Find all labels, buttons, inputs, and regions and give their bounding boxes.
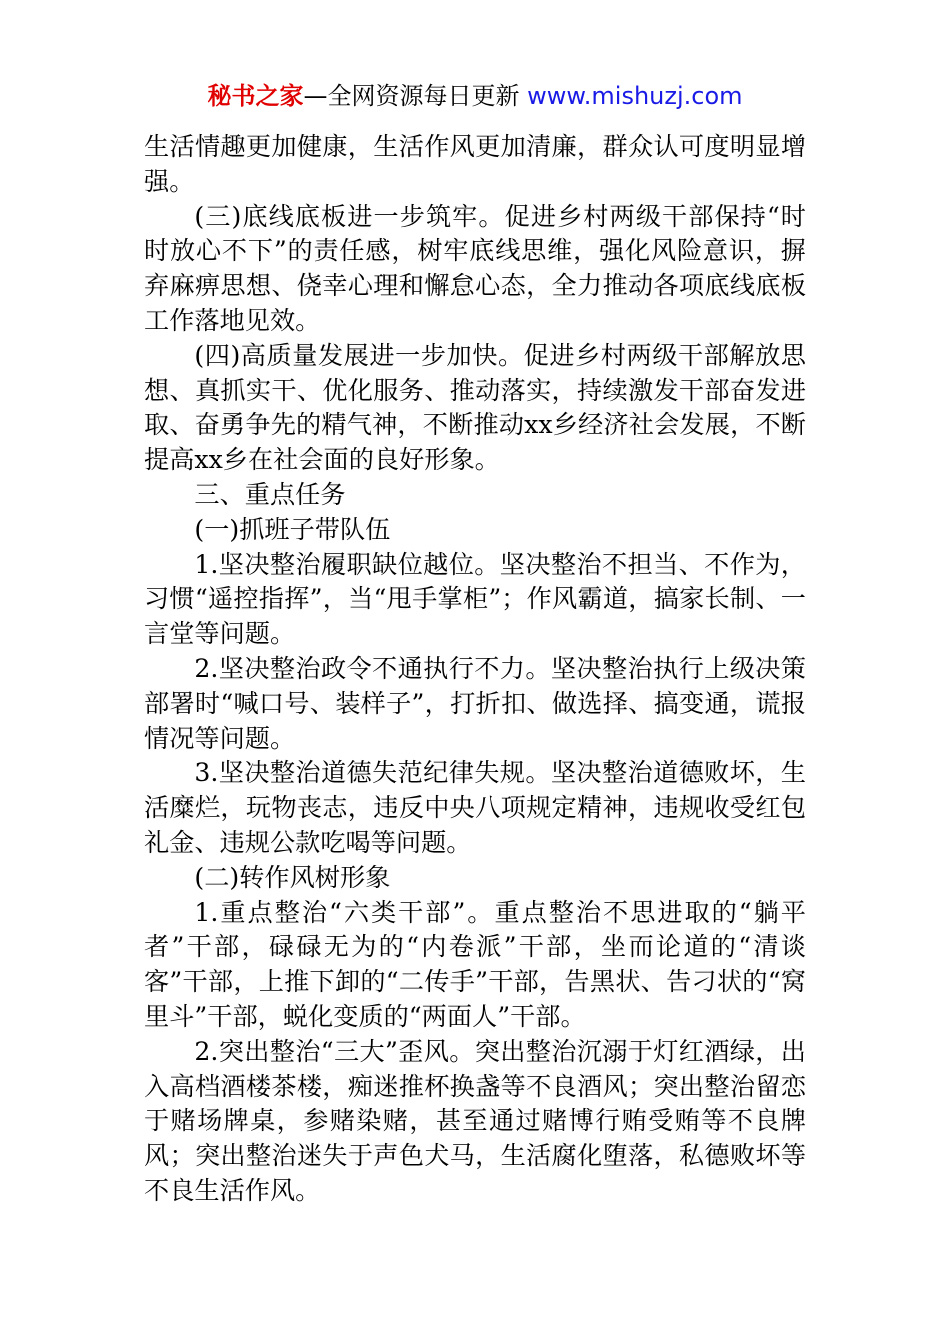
subheading-task-2: (二)转作风树形象 (194, 862, 391, 892)
paragraph-goal-4: (四)高质量发展进一步加快。促进乡村两级干部解放思想、真抓实干、优化服务、推动落实，持续激发干部奋发进取、奋勇争先的精气神，不断推动xx乡经济社会发展，不断提高xx乡在社会面的良好形象。 (144, 340, 806, 475)
paragraph-task-2-item-2: 2.突出整治“三大”歪风。突出整治沉溺于灯红酒绿，出入高档酒楼茶楼，痴迷推杯换盏等不良酒风；突出整治留恋于赌场牌桌，参赌染赌，甚至通过赌博行贿受贿等不良牌风；突出整治迷失于声色犬马，生活腐化堕落，私德败坏等不良生活作风。 (144, 1036, 806, 1205)
paragraph-task-2-item-1: 1.重点整治“六类干部”。重点整治不思进取的“躺平者”干部，碌碌无为的“内卷派”干部，坐而论道的“清谈客”干部，上推下卸的“二传手”干部，告黑状、告刁状的“窝里斗”干部，蜕化变质的“两面人”干部。 (144, 897, 806, 1031)
paragraph-continuation: 生活情趣更加健康，生活作风更加清廉，群众认可度明显增强。 (144, 132, 806, 196)
paragraph-task-1-item-1: 1.坚决整治履职缺位越位。坚决整治不担当、不作为，习惯“遥控指挥”，当“甩手掌柜”；作风霸道，搞家长制、一言堂等问题。 (144, 549, 806, 649)
section-heading-key-tasks: 三、重点任务 (194, 479, 346, 509)
subheading-task-1: (一)抓班子带队伍 (194, 514, 391, 544)
site-brand-name: 秘书之家 (207, 82, 304, 110)
paragraph-task-1-item-2: 2.坚决整治政令不通执行不力。坚决整治执行上级决策部署时“喊口号、装样子”，打折扣、做选择、搞变通，谎报情况等问题。 (144, 653, 806, 753)
site-tagline: —全网资源每日更新 (303, 82, 520, 110)
site-url-link[interactable]: www.mishuzj.com (527, 82, 743, 110)
page-header (0, 78, 950, 114)
document-body (144, 130, 806, 1209)
paragraph-task-1-item-3: 3.坚决整治道德失范纪律失规。坚决整治道德败坏，生活糜烂，玩物丧志，违反中央八项规定精神，违规收受红包礼金、违规公款吃喝等问题。 (144, 758, 806, 857)
paragraph-goal-3: (三)底线底板进一步筑牢。促进乡村两级干部保持“时时放心不下”的责任感，树牢底线思维，强化风险意识，摒弃麻痹思想、侥幸心理和懈怠心态，全力推动各项底线底板工作落地见效。 (144, 201, 806, 335)
